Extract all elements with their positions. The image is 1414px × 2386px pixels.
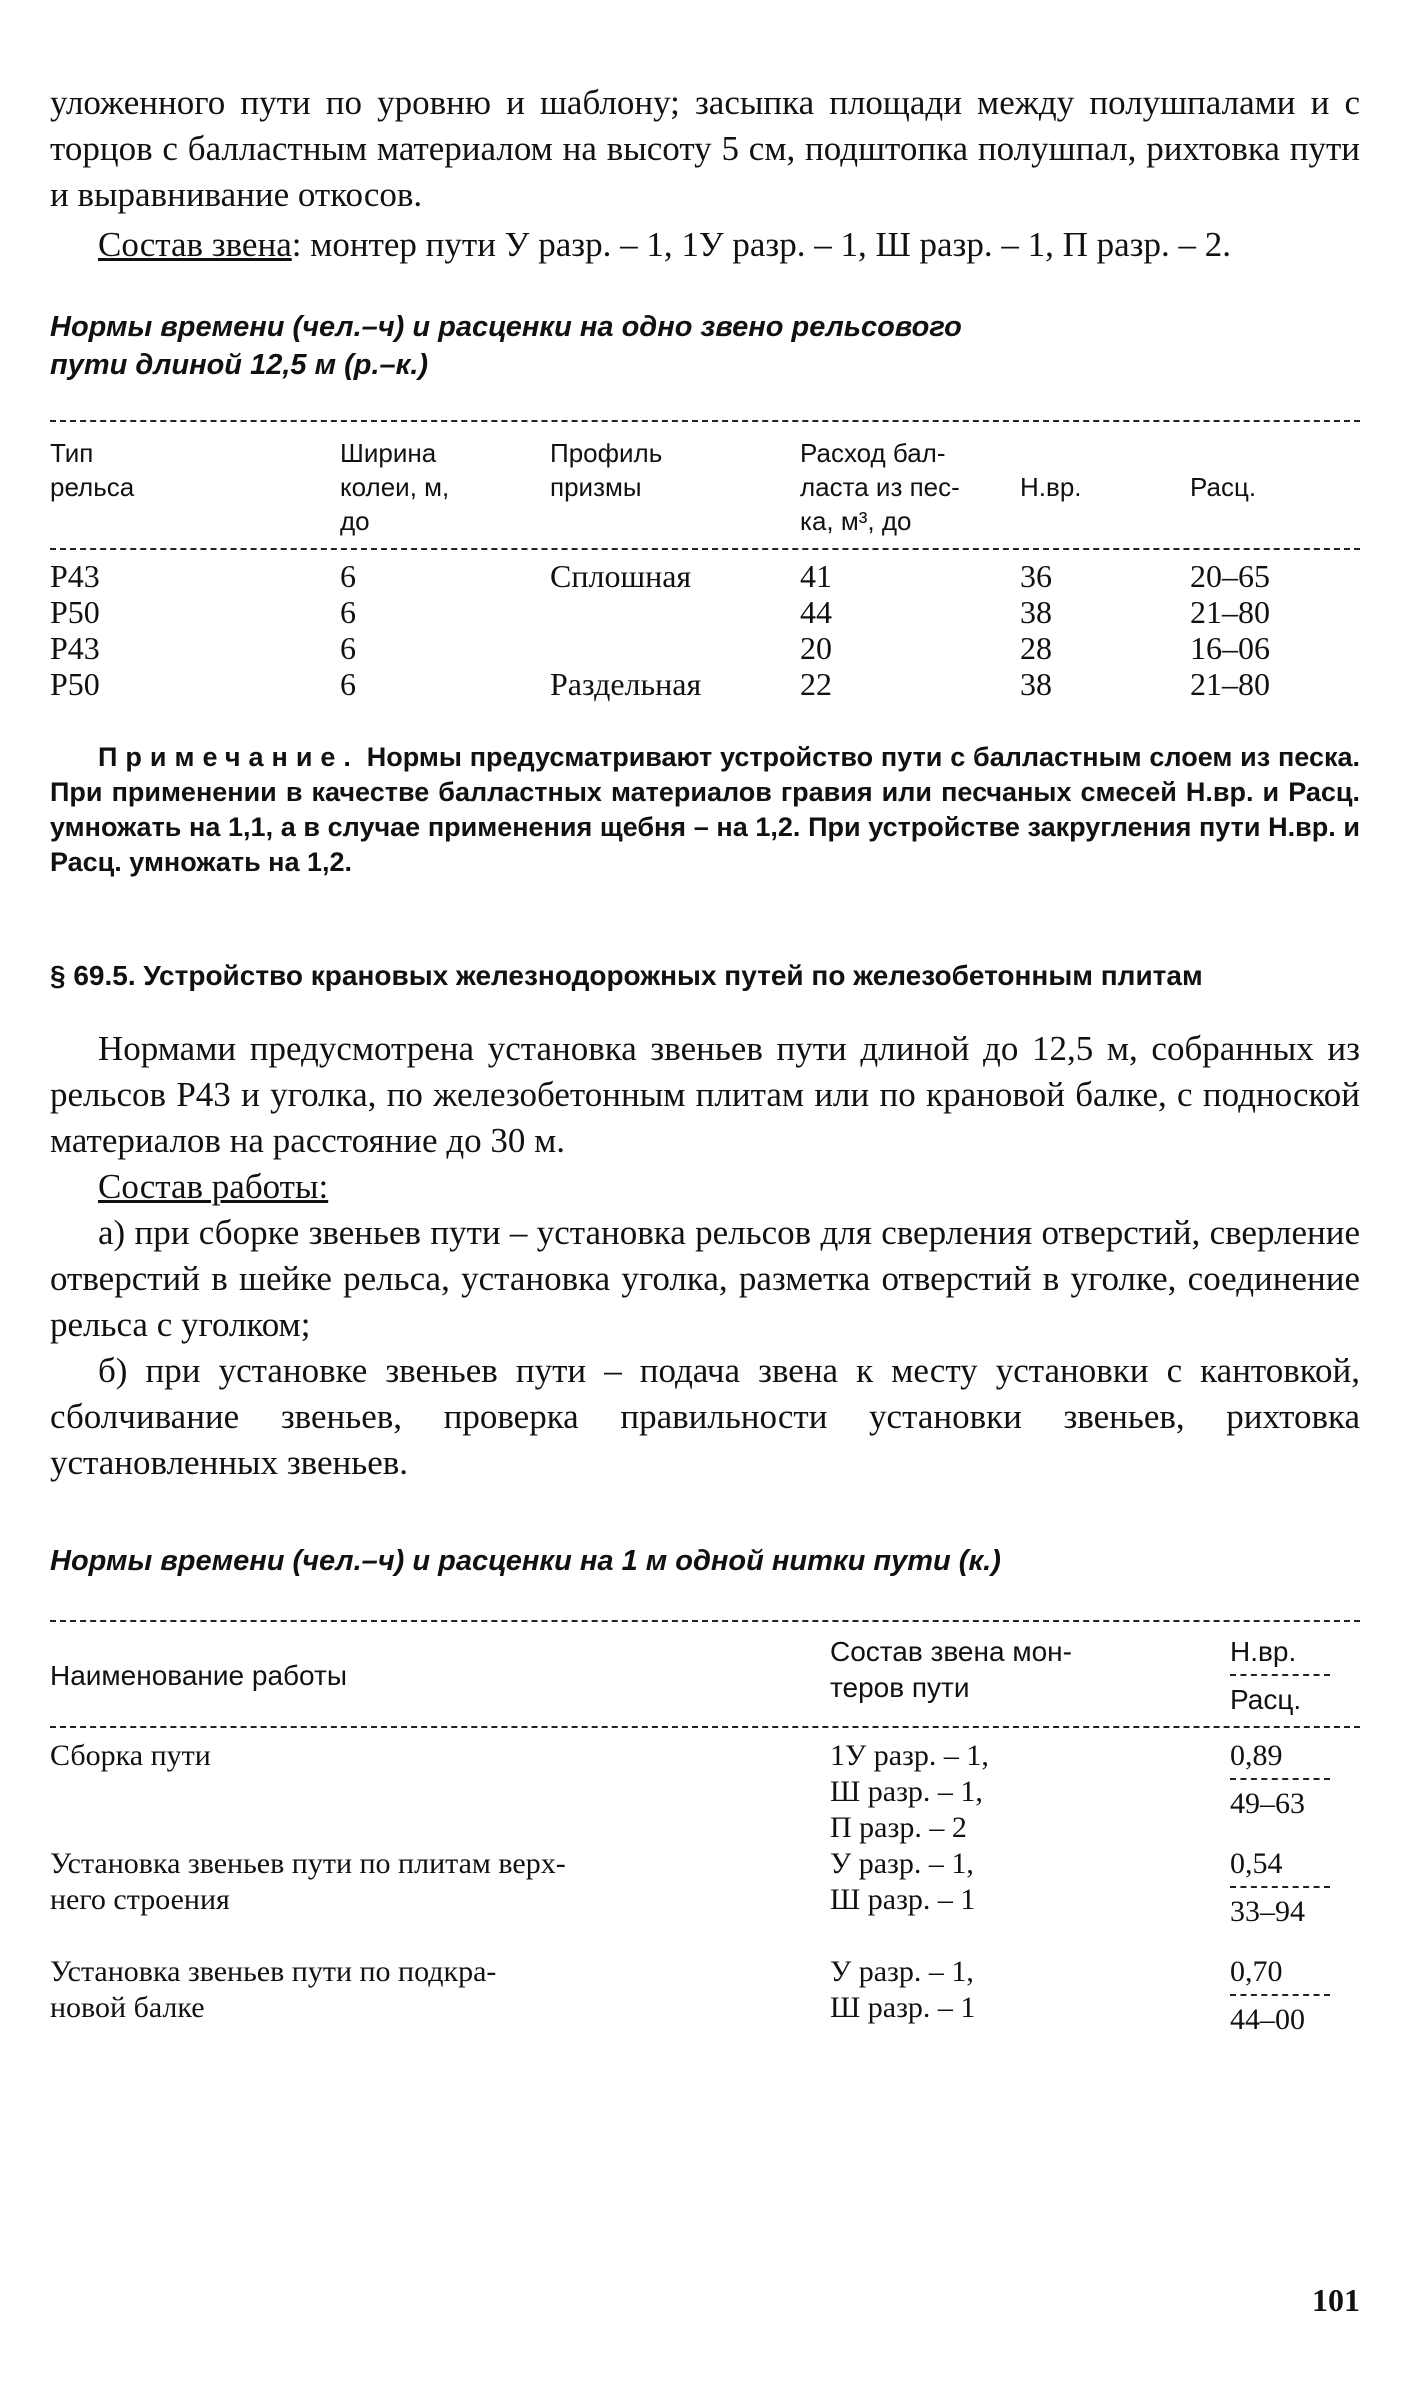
cell-width: 6 [340, 666, 356, 702]
note-text: Нормы предусматривают устройство пути с балластным слоем из песка. При применении в качестве балластных материалов гравия или песчаных смесей Н.вр. и Расц. умножать на 1,1, а в случае применения щебня – на 1,2. При устройстве закругления пути Н.вр. и Расц. умножать на 1,2. [50, 742, 1360, 877]
cell-ballast: 41 [800, 558, 832, 594]
section-title: § 69.5. Устройство крановых железнодорожных путей по железобетонным плитам [50, 960, 1203, 991]
col-norm-rate: $\frac{Н.вр.}{\text{Расц.}}$ [1230, 1634, 1360, 1718]
intro-paragraph: уложенного пути по уровню и шаблону; засыпка площади между полушпалами и с торцов с балластным материалом на высоту 5 см, подштопка полушпал, рихтовка пути и выравнивание откосов. [50, 83, 1360, 214]
table-row [50, 1930, 1360, 2038]
table2-title: Нормы времени (чел.–ч) и расценки на 1 м одной нитки пути (к.) [50, 1545, 1001, 1577]
cell-rail: Р50 [50, 594, 100, 630]
cell-ballast: 20 [800, 630, 832, 666]
crew-text: : монтер пути У разр. – 1, 1У разр. – 1, Ш разр. – 1, П разр. – 2. [291, 225, 1232, 264]
section-paragraph: Нормами предусмотрена установка звеньев пути длиной до 12,5 м, собранных из рельсов Р43 и уголка, по железобетонным плитам или по крановой балке, с подноской материалов на расстояние до 30 м. [50, 1029, 1360, 1160]
cell-rate: 21–80 [1190, 594, 1270, 630]
cell-norm-rate: $\frac{0,70}{44-00}$ [1230, 1930, 1360, 2038]
table2 [50, 1634, 1360, 1718]
work-composition-label [50, 1164, 1360, 1210]
col-work-name: Наименование работы [50, 1660, 347, 1691]
work-item-a: а) при сборке звеньев пути – установка рельсов для сверления отверстий, сверление отверстий в шейке рельса, установка уголка, разметка отверстий в уголке, соединение рельса с уголком; [50, 1213, 1360, 1344]
cell-profile: Сплошная [550, 558, 692, 594]
table2-body [50, 1738, 1360, 2038]
cell-norm: 38 [1020, 666, 1052, 702]
table1-note [50, 740, 1360, 880]
cell-rate: 21–80 [1190, 666, 1270, 702]
table1 [50, 436, 1360, 538]
cell-ballast: 44 [800, 594, 832, 630]
cell-ballast: 22 [800, 666, 832, 702]
cell-profile: Раздельная [550, 666, 702, 702]
note-label: Примечание. [98, 742, 359, 772]
col-prism-profile: Профиль призмы [550, 438, 663, 502]
cell-rail: Р43 [50, 630, 100, 666]
cell-rate: 20–65 [1190, 558, 1270, 594]
col-ballast-consumption: Расход бал- ласта из пес- ка, м³, до [800, 438, 960, 536]
cell-work: Установка звеньев пути по плитам верх- него строения [50, 1847, 566, 1916]
cell-norm: 38 [1020, 594, 1052, 630]
col-rate: Расц. [1190, 472, 1257, 502]
cell-norm-rate: $\frac{0,54}{33-94}$ [1230, 1846, 1360, 1930]
col-time-norm: Н.вр. [1020, 472, 1082, 502]
table2-header-row [50, 1634, 1360, 1718]
table-row [50, 558, 1360, 594]
table-row [50, 630, 1360, 666]
col-gauge-width: Ширина колеи, м, до [340, 438, 450, 536]
cell-crew: 1У разр. – 1, Ш разр. – 1, П разр. – 2 [830, 1739, 989, 1844]
cell-crew: У разр. – 1, Ш разр. – 1 [830, 1955, 976, 2024]
cell-norm: 36 [1020, 558, 1052, 594]
table1-title-line1: Нормы времени (чел.–ч) и расценки на одно звено рельсового [50, 311, 962, 343]
col-rail-type: Тип рельса [50, 438, 135, 502]
work-label: Состав работы: [98, 1167, 329, 1206]
work-item-b: б) при установке звеньев пути – подача звена к месту установки с кантовкой, сболчивание звеньев, проверка правильности установки звеньев, рихтовка установленных звеньев. [50, 1351, 1360, 1482]
cell-width: 6 [340, 594, 356, 630]
document-page [50, 80, 1360, 2038]
cell-crew: У разр. – 1, Ш разр. – 1 [830, 1847, 976, 1916]
table-row [50, 666, 1360, 702]
cell-norm-rate: $\frac{0,89}{49-63}$ [1230, 1738, 1360, 1846]
cell-rail: Р50 [50, 666, 100, 702]
cell-rate: 16–06 [1190, 630, 1270, 666]
table1-title-line2: пути длиной 12,5 м (р.–к.) [50, 349, 429, 381]
cell-profile [550, 594, 800, 630]
table-row [50, 1738, 1360, 1846]
crew-label: Состав звена [98, 225, 292, 264]
cell-rail: Р43 [50, 558, 100, 594]
cell-width: 6 [340, 558, 356, 594]
table-row [50, 594, 1360, 630]
cell-profile [550, 630, 800, 666]
col-crew: Состав звена мон- теров пути [830, 1636, 1072, 1703]
cell-width: 6 [340, 630, 356, 666]
table1-header-row [50, 436, 1360, 538]
cell-work: Установка звеньев пути по подкра- новой балке [50, 1955, 497, 2024]
crew-composition [50, 222, 1360, 268]
page-number: 101 [1312, 2282, 1360, 2318]
table1-body [50, 558, 1360, 702]
cell-norm: 28 [1020, 630, 1052, 666]
table-row [50, 1846, 1360, 1930]
cell-work: Сборка пути [50, 1739, 211, 1772]
